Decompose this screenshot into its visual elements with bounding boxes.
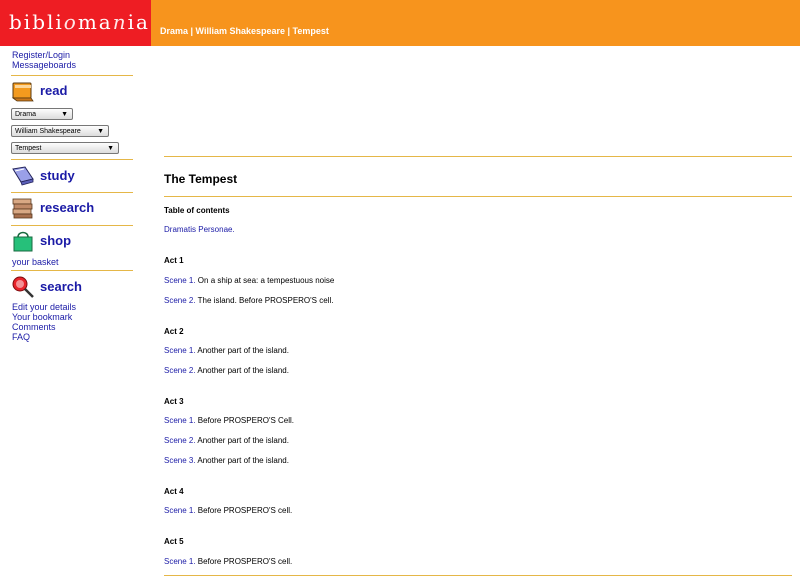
breadcrumb-title[interactable]: Tempest [292,26,329,36]
sidebar-divider [11,270,133,271]
sidebar-divider [11,159,133,160]
chevron-down-icon: ▼ [61,111,68,118]
comments-link[interactable]: Comments [12,322,56,332]
toc-heading: Table of contents [164,206,230,215]
scene-link[interactable]: Scene 1. [164,557,196,566]
page-title: The Tempest [164,172,238,186]
act-heading: Act 4 [164,487,184,496]
dramatis-personae-link[interactable]: Dramatis Personae. [164,225,235,234]
title-select[interactable]: Tempest ▼ [11,142,119,154]
search-label: search [40,279,82,294]
register-login-link[interactable]: Register/Login [12,50,71,60]
scene-link[interactable]: Scene 1. [164,506,196,515]
research-books-icon [11,197,35,219]
scene-item: Scene 1. On a ship at sea: a tempestuous noise [164,276,335,285]
breadcrumb-author[interactable]: William Shakespeare [195,26,286,36]
scene-link[interactable]: Scene 2. [164,366,196,375]
sidebar-divider [11,75,133,76]
study-label: study [40,168,75,183]
your-basket-link[interactable]: your basket [12,257,59,267]
scene-item: Scene 1. Before PROSPERO'S cell. [164,506,293,515]
sidebar-divider [11,225,133,226]
scene-item: Scene 1. Before PROSPERO'S Cell. [164,416,295,425]
scene-link[interactable]: Scene 1. [164,346,196,355]
scene-link[interactable]: Scene 3. [164,456,196,465]
act-heading: Act 5 [164,537,184,546]
site-logo[interactable] [0,0,151,46]
author-select[interactable]: William Shakespeare ▼ [11,125,109,137]
magnifier-icon [11,276,35,298]
content-divider [164,156,792,157]
book-icon [11,80,35,102]
faq-link[interactable]: FAQ [12,332,31,342]
scene-item: Scene 2. Another part of the island. [164,366,289,375]
edit-details-link[interactable]: Edit your details [12,302,77,312]
content-divider [164,196,792,197]
act-heading: Act 2 [164,327,184,336]
breadcrumb-drama[interactable]: Drama [160,26,189,36]
sidebar-divider [11,192,133,193]
scene-link[interactable]: Scene 1. [164,416,196,425]
chevron-down-icon: ▼ [97,128,104,135]
scene-item: Scene 2. The island. Before PROSPERO'S cell. [164,296,334,305]
scene-item: Scene 1. Before PROSPERO'S cell. [164,557,293,566]
act-heading: Act 1 [164,256,184,265]
logo-text: bibliomania [9,10,150,34]
scene-item: Scene 1. Another part of the island. [164,346,289,355]
genre-select[interactable]: Drama ▼ [11,108,73,120]
scene-link[interactable]: Scene 1. [164,276,196,285]
scene-item: Scene 3. Another part of the island. [164,456,289,465]
shop-label: shop [40,233,72,248]
read-label: read [40,83,68,98]
scene-link[interactable]: Scene 2. [164,436,196,445]
study-book-icon [11,165,35,187]
breadcrumb: Drama | William Shakespeare | Tempest [160,26,329,36]
content-divider [164,575,792,576]
messageboards-link[interactable]: Messageboards [12,60,77,70]
research-label: research [40,200,95,215]
scene-link[interactable]: Scene 2. [164,296,196,305]
scene-item: Scene 2. Another part of the island. [164,436,289,445]
chevron-down-icon: ▼ [107,145,114,152]
your-bookmark-link[interactable]: Your bookmark [12,312,73,322]
shopping-bag-icon [11,230,35,252]
top-bar [151,0,800,46]
act-heading: Act 3 [164,397,184,406]
